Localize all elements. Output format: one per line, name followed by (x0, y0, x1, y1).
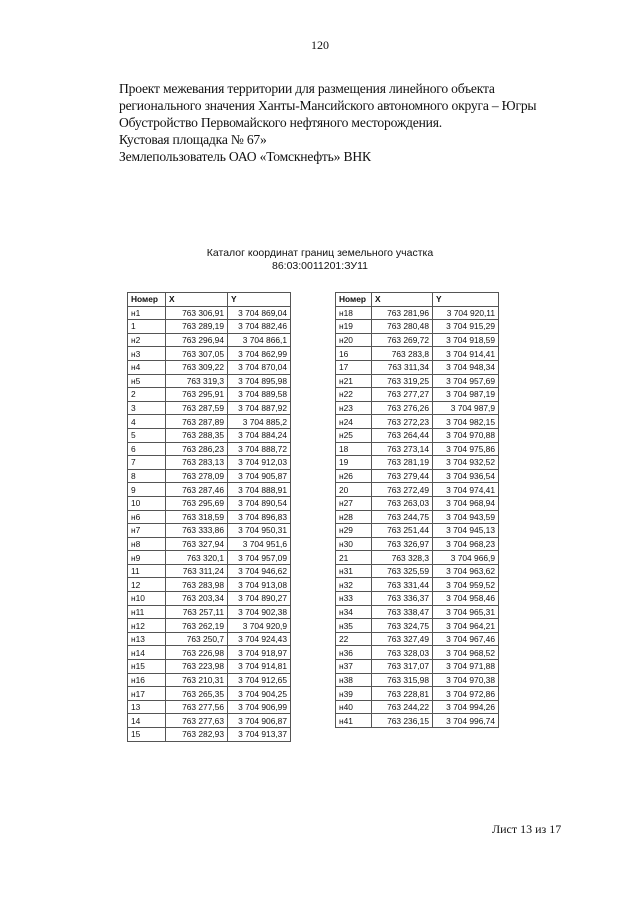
table-row (336, 673, 499, 687)
page-number: 120 (311, 38, 329, 52)
point-number-cell: н31 (336, 564, 372, 578)
y-coordinate-cell: 3 704 884,24 (228, 428, 291, 442)
table-row (336, 700, 499, 714)
table-row (128, 469, 291, 483)
x-coordinate-cell: 763 203,34 (166, 592, 228, 606)
cadastral-number: 86:03:0011201:ЗУ11 (271, 260, 368, 272)
point-number-cell: н38 (336, 673, 372, 687)
table-row (336, 374, 499, 388)
table-row (128, 306, 291, 320)
y-coordinate-cell: 3 704 896,83 (228, 510, 291, 524)
point-number-cell: н32 (336, 578, 372, 592)
y-coordinate-cell: 3 704 948,34 (433, 360, 499, 374)
x-coordinate-cell: 763 311,24 (166, 564, 228, 578)
y-coordinate-cell: 3 704 913,08 (228, 578, 291, 592)
y-coordinate-cell: 3 704 906,99 (228, 700, 291, 714)
table-row (128, 619, 291, 633)
x-coordinate-cell: 763 273,14 (372, 442, 433, 456)
x-coordinate-cell: 763 280,48 (372, 320, 433, 334)
x-coordinate-cell: 763 264,44 (372, 428, 433, 442)
table-row (336, 660, 499, 674)
y-coordinate-cell: 3 704 972,86 (433, 687, 499, 701)
y-coordinate-cell: 3 704 967,46 (433, 632, 499, 646)
x-coordinate-cell: 763 269,72 (372, 333, 433, 347)
table-row (128, 592, 291, 606)
point-number-cell: н11 (128, 605, 166, 619)
table-row (128, 578, 291, 592)
point-number-cell: 3 (128, 401, 166, 415)
point-number-cell: 7 (128, 456, 166, 470)
point-number-cell: н37 (336, 660, 372, 674)
x-coordinate-cell: 763 307,05 (166, 347, 228, 361)
y-coordinate-cell: 3 704 987,19 (433, 388, 499, 402)
point-number-cell: н2 (128, 333, 166, 347)
header-line: Землепользователь ОАО «Томскнефть» ВНК (119, 149, 371, 164)
y-coordinate-cell: 3 704 932,52 (433, 456, 499, 470)
table-row (128, 496, 291, 510)
x-coordinate-cell: 763 287,59 (166, 401, 228, 415)
y-coordinate-cell: 3 704 996,74 (433, 714, 499, 728)
x-coordinate-cell: 763 326,97 (372, 537, 433, 551)
x-coordinate-cell: 763 244,22 (372, 700, 433, 714)
x-coordinate-cell: 763 223,98 (166, 660, 228, 674)
table-row (336, 510, 499, 524)
x-coordinate-cell: 763 244,75 (372, 510, 433, 524)
y-coordinate-cell: 3 704 902,38 (228, 605, 291, 619)
table-row (128, 360, 291, 374)
table-row (128, 456, 291, 470)
y-coordinate-cell: 3 704 862,99 (228, 347, 291, 361)
table-row (128, 415, 291, 429)
y-coordinate-cell: 3 704 904,25 (228, 687, 291, 701)
point-number-cell: н12 (128, 619, 166, 633)
y-coordinate-cell: 3 704 914,81 (228, 660, 291, 674)
x-coordinate-cell: 763 282,93 (166, 728, 228, 742)
x-coordinate-cell: 763 295,69 (166, 496, 228, 510)
y-coordinate-cell: 3 704 950,31 (228, 524, 291, 538)
y-coordinate-cell: 3 704 885,2 (228, 415, 291, 429)
x-coordinate-cell: 763 236,15 (372, 714, 433, 728)
table-row (128, 347, 291, 361)
point-number-cell: н28 (336, 510, 372, 524)
point-number-cell: н23 (336, 401, 372, 415)
y-coordinate-cell: 3 704 905,87 (228, 469, 291, 483)
point-number-cell: н41 (336, 714, 372, 728)
table-row (336, 415, 499, 429)
x-coordinate-cell: 763 277,27 (372, 388, 433, 402)
y-coordinate-cell: 3 704 920,9 (228, 619, 291, 633)
y-coordinate-cell: 3 704 964,21 (433, 619, 499, 633)
table-row (336, 619, 499, 633)
table-row (336, 646, 499, 660)
table-row (128, 632, 291, 646)
table-row (336, 524, 499, 538)
table-row (128, 564, 291, 578)
table-row (336, 578, 499, 592)
y-coordinate-cell: 3 704 958,46 (433, 592, 499, 606)
point-number-cell: 11 (128, 564, 166, 578)
x-coordinate-cell: 763 315,98 (372, 673, 433, 687)
y-coordinate-cell: 3 704 975,86 (433, 442, 499, 456)
y-coordinate-cell: 3 704 970,88 (433, 428, 499, 442)
y-coordinate-cell: 3 704 887,92 (228, 401, 291, 415)
x-coordinate-cell: 763 210,31 (166, 673, 228, 687)
x-coordinate-cell: 763 262,19 (166, 619, 228, 633)
y-coordinate-cell: 3 704 945,13 (433, 524, 499, 538)
x-coordinate-cell: 763 281,19 (372, 456, 433, 470)
point-number-cell: н34 (336, 605, 372, 619)
point-number-cell: н4 (128, 360, 166, 374)
column-header-number: Номер (336, 293, 372, 307)
table-row (128, 714, 291, 728)
table-row (128, 524, 291, 538)
x-coordinate-cell: 763 327,49 (372, 632, 433, 646)
x-coordinate-cell: 763 226,98 (166, 646, 228, 660)
point-number-cell: н27 (336, 496, 372, 510)
table-row (336, 564, 499, 578)
point-number-cell: н24 (336, 415, 372, 429)
point-number-cell: 22 (336, 632, 372, 646)
y-coordinate-cell: 3 704 957,69 (433, 374, 499, 388)
table-row (336, 469, 499, 483)
x-coordinate-cell: 763 257,11 (166, 605, 228, 619)
x-coordinate-cell: 763 278,09 (166, 469, 228, 483)
point-number-cell: н1 (128, 306, 166, 320)
point-number-cell: н13 (128, 632, 166, 646)
y-coordinate-cell: 3 704 918,97 (228, 646, 291, 660)
y-coordinate-cell: 3 704 870,04 (228, 360, 291, 374)
point-number-cell: 19 (336, 456, 372, 470)
table-row (336, 428, 499, 442)
point-number-cell: н39 (336, 687, 372, 701)
x-coordinate-cell: 763 325,59 (372, 564, 433, 578)
table-row (128, 442, 291, 456)
table-row (336, 687, 499, 701)
table-row (336, 551, 499, 565)
point-number-cell: н18 (336, 306, 372, 320)
y-coordinate-cell: 3 704 987,9 (433, 401, 499, 415)
table-row (128, 388, 291, 402)
y-coordinate-cell: 3 704 888,91 (228, 483, 291, 497)
x-coordinate-cell: 763 265,35 (166, 687, 228, 701)
table-row (128, 673, 291, 687)
point-number-cell: 1 (128, 320, 166, 334)
y-coordinate-cell: 3 704 959,52 (433, 578, 499, 592)
table-row (336, 388, 499, 402)
x-coordinate-cell: 763 283,13 (166, 456, 228, 470)
y-coordinate-cell: 3 704 912,65 (228, 673, 291, 687)
y-coordinate-cell: 3 704 906,87 (228, 714, 291, 728)
point-number-cell: 17 (336, 360, 372, 374)
y-coordinate-cell: 3 704 869,04 (228, 306, 291, 320)
point-number-cell: 2 (128, 388, 166, 402)
y-coordinate-cell: 3 704 946,62 (228, 564, 291, 578)
table-row (128, 605, 291, 619)
coordinates-table-right (335, 292, 499, 728)
table-row (128, 700, 291, 714)
x-coordinate-cell: 763 319,3 (166, 374, 228, 388)
x-coordinate-cell: 763 318,59 (166, 510, 228, 524)
table-row (336, 537, 499, 551)
point-number-cell: 12 (128, 578, 166, 592)
coordinates-table-left (127, 292, 291, 742)
x-coordinate-cell: 763 277,63 (166, 714, 228, 728)
x-coordinate-cell: 763 306,91 (166, 306, 228, 320)
table-row (128, 660, 291, 674)
table-row (128, 320, 291, 334)
point-number-cell: 10 (128, 496, 166, 510)
table-row (336, 714, 499, 728)
point-number-cell: н19 (336, 320, 372, 334)
x-coordinate-cell: 763 277,56 (166, 700, 228, 714)
point-number-cell: 9 (128, 483, 166, 497)
x-coordinate-cell: 763 263,03 (372, 496, 433, 510)
x-coordinate-cell: 763 327,94 (166, 537, 228, 551)
point-number-cell: н30 (336, 537, 372, 551)
table-row (336, 333, 499, 347)
y-coordinate-cell: 3 704 971,88 (433, 660, 499, 674)
point-number-cell: н33 (336, 592, 372, 606)
point-number-cell: 5 (128, 428, 166, 442)
header-line: Обустройство Первомайского нефтяного месторождения. (119, 115, 442, 130)
y-coordinate-cell: 3 704 915,29 (433, 320, 499, 334)
table-row (336, 320, 499, 334)
table-row (336, 592, 499, 606)
x-coordinate-cell: 763 324,75 (372, 619, 433, 633)
point-number-cell: н7 (128, 524, 166, 538)
point-number-cell: н35 (336, 619, 372, 633)
point-number-cell: 13 (128, 700, 166, 714)
table-row (336, 360, 499, 374)
x-coordinate-cell: 763 281,96 (372, 306, 433, 320)
y-coordinate-cell: 3 704 965,31 (433, 605, 499, 619)
y-coordinate-cell: 3 704 895,98 (228, 374, 291, 388)
x-coordinate-cell: 763 336,37 (372, 592, 433, 606)
y-coordinate-cell: 3 704 957,09 (228, 551, 291, 565)
x-coordinate-cell: 763 279,44 (372, 469, 433, 483)
table-row (128, 646, 291, 660)
point-number-cell: н16 (128, 673, 166, 687)
x-coordinate-cell: 763 250,7 (166, 632, 228, 646)
x-coordinate-cell: 763 286,23 (166, 442, 228, 456)
point-number-cell: 16 (336, 347, 372, 361)
table-header-row (336, 293, 499, 307)
x-coordinate-cell: 763 288,35 (166, 428, 228, 442)
point-number-cell: н14 (128, 646, 166, 660)
y-coordinate-cell: 3 704 966,9 (433, 551, 499, 565)
table-row (336, 401, 499, 415)
x-coordinate-cell: 763 283,8 (372, 347, 433, 361)
y-coordinate-cell: 3 704 982,15 (433, 415, 499, 429)
y-coordinate-cell: 3 704 882,46 (228, 320, 291, 334)
point-number-cell: н26 (336, 469, 372, 483)
x-coordinate-cell: 763 328,03 (372, 646, 433, 660)
point-number-cell: н8 (128, 537, 166, 551)
point-number-cell: 20 (336, 483, 372, 497)
point-number-cell: н21 (336, 374, 372, 388)
point-number-cell: 21 (336, 551, 372, 565)
x-coordinate-cell: 763 289,19 (166, 320, 228, 334)
y-coordinate-cell: 3 704 963,62 (433, 564, 499, 578)
table-row (128, 551, 291, 565)
x-coordinate-cell: 763 272,23 (372, 415, 433, 429)
point-number-cell: 8 (128, 469, 166, 483)
y-coordinate-cell: 3 704 936,54 (433, 469, 499, 483)
y-coordinate-cell: 3 704 968,23 (433, 537, 499, 551)
y-coordinate-cell: 3 704 888,72 (228, 442, 291, 456)
header-line: Проект межевания территории для размещения линейного объекта (119, 81, 495, 96)
point-number-cell: н29 (336, 524, 372, 538)
y-coordinate-cell: 3 704 968,94 (433, 496, 499, 510)
x-coordinate-cell: 763 296,94 (166, 333, 228, 347)
x-coordinate-cell: 763 272,49 (372, 483, 433, 497)
table-row (128, 374, 291, 388)
x-coordinate-cell: 763 331,44 (372, 578, 433, 592)
table-row (128, 510, 291, 524)
table-header-row (128, 293, 291, 307)
column-header-y: Y (228, 293, 291, 307)
point-number-cell: н25 (336, 428, 372, 442)
point-number-cell: н40 (336, 700, 372, 714)
y-coordinate-cell: 3 704 914,41 (433, 347, 499, 361)
y-coordinate-cell: 3 704 920,11 (433, 306, 499, 320)
document-header (119, 80, 589, 165)
y-coordinate-cell: 3 704 913,37 (228, 728, 291, 742)
catalog-title-text: Каталог координат границ земельного участка (206, 247, 434, 259)
y-coordinate-cell: 3 704 974,41 (433, 483, 499, 497)
column-header-x: X (372, 293, 433, 307)
table-row (128, 483, 291, 497)
y-coordinate-cell: 3 704 970,38 (433, 673, 499, 687)
x-coordinate-cell: 763 333,86 (166, 524, 228, 538)
x-coordinate-cell: 763 295,91 (166, 388, 228, 402)
y-coordinate-cell: 3 704 889,58 (228, 388, 291, 402)
y-coordinate-cell: 3 704 951,6 (228, 537, 291, 551)
table-row (128, 728, 291, 742)
point-number-cell: 4 (128, 415, 166, 429)
table-row (336, 632, 499, 646)
sheet-counter: Лист 13 из 17 (492, 822, 562, 836)
point-number-cell: н36 (336, 646, 372, 660)
point-number-cell: н22 (336, 388, 372, 402)
point-number-cell: н3 (128, 347, 166, 361)
table-row (336, 496, 499, 510)
y-coordinate-cell: 3 704 890,54 (228, 496, 291, 510)
point-number-cell: н5 (128, 374, 166, 388)
table-row (336, 347, 499, 361)
column-header-number: Номер (128, 293, 166, 307)
point-number-cell: н6 (128, 510, 166, 524)
x-coordinate-cell: 763 287,46 (166, 483, 228, 497)
y-coordinate-cell: 3 704 890,27 (228, 592, 291, 606)
column-header-x: X (166, 293, 228, 307)
point-number-cell: н15 (128, 660, 166, 674)
y-coordinate-cell: 3 704 968,52 (433, 646, 499, 660)
point-number-cell: н10 (128, 592, 166, 606)
x-coordinate-cell: 763 228,81 (372, 687, 433, 701)
x-coordinate-cell: 763 287,89 (166, 415, 228, 429)
table-row (128, 333, 291, 347)
x-coordinate-cell: 763 328,3 (372, 551, 433, 565)
y-coordinate-cell: 3 704 924,43 (228, 632, 291, 646)
point-number-cell: н17 (128, 687, 166, 701)
x-coordinate-cell: 763 317,07 (372, 660, 433, 674)
table-row (128, 687, 291, 701)
table-row (336, 605, 499, 619)
x-coordinate-cell: 763 283,98 (166, 578, 228, 592)
y-coordinate-cell: 3 704 912,03 (228, 456, 291, 470)
catalog-title (0, 247, 640, 273)
point-number-cell: 6 (128, 442, 166, 456)
x-coordinate-cell: 763 309,22 (166, 360, 228, 374)
table-row (128, 537, 291, 551)
table-row (128, 428, 291, 442)
table-row (336, 442, 499, 456)
table-row (336, 456, 499, 470)
y-coordinate-cell: 3 704 994,26 (433, 700, 499, 714)
point-number-cell: н20 (336, 333, 372, 347)
x-coordinate-cell: 763 276,26 (372, 401, 433, 415)
y-coordinate-cell: 3 704 918,59 (433, 333, 499, 347)
table-row (336, 483, 499, 497)
x-coordinate-cell: 763 320,1 (166, 551, 228, 565)
header-line: Кустовая площадка № 67» (119, 132, 267, 147)
table-row (336, 306, 499, 320)
point-number-cell: 15 (128, 728, 166, 742)
header-line: регионального значения Ханты-Мансийского автономного округа – Югры (119, 98, 537, 113)
point-number-cell: н9 (128, 551, 166, 565)
x-coordinate-cell: 763 251,44 (372, 524, 433, 538)
column-header-y: Y (433, 293, 499, 307)
x-coordinate-cell: 763 338,47 (372, 605, 433, 619)
point-number-cell: 18 (336, 442, 372, 456)
x-coordinate-cell: 763 319,25 (372, 374, 433, 388)
point-number-cell: 14 (128, 714, 166, 728)
table-row (128, 401, 291, 415)
x-coordinate-cell: 763 311,34 (372, 360, 433, 374)
y-coordinate-cell: 3 704 866,1 (228, 333, 291, 347)
y-coordinate-cell: 3 704 943,59 (433, 510, 499, 524)
